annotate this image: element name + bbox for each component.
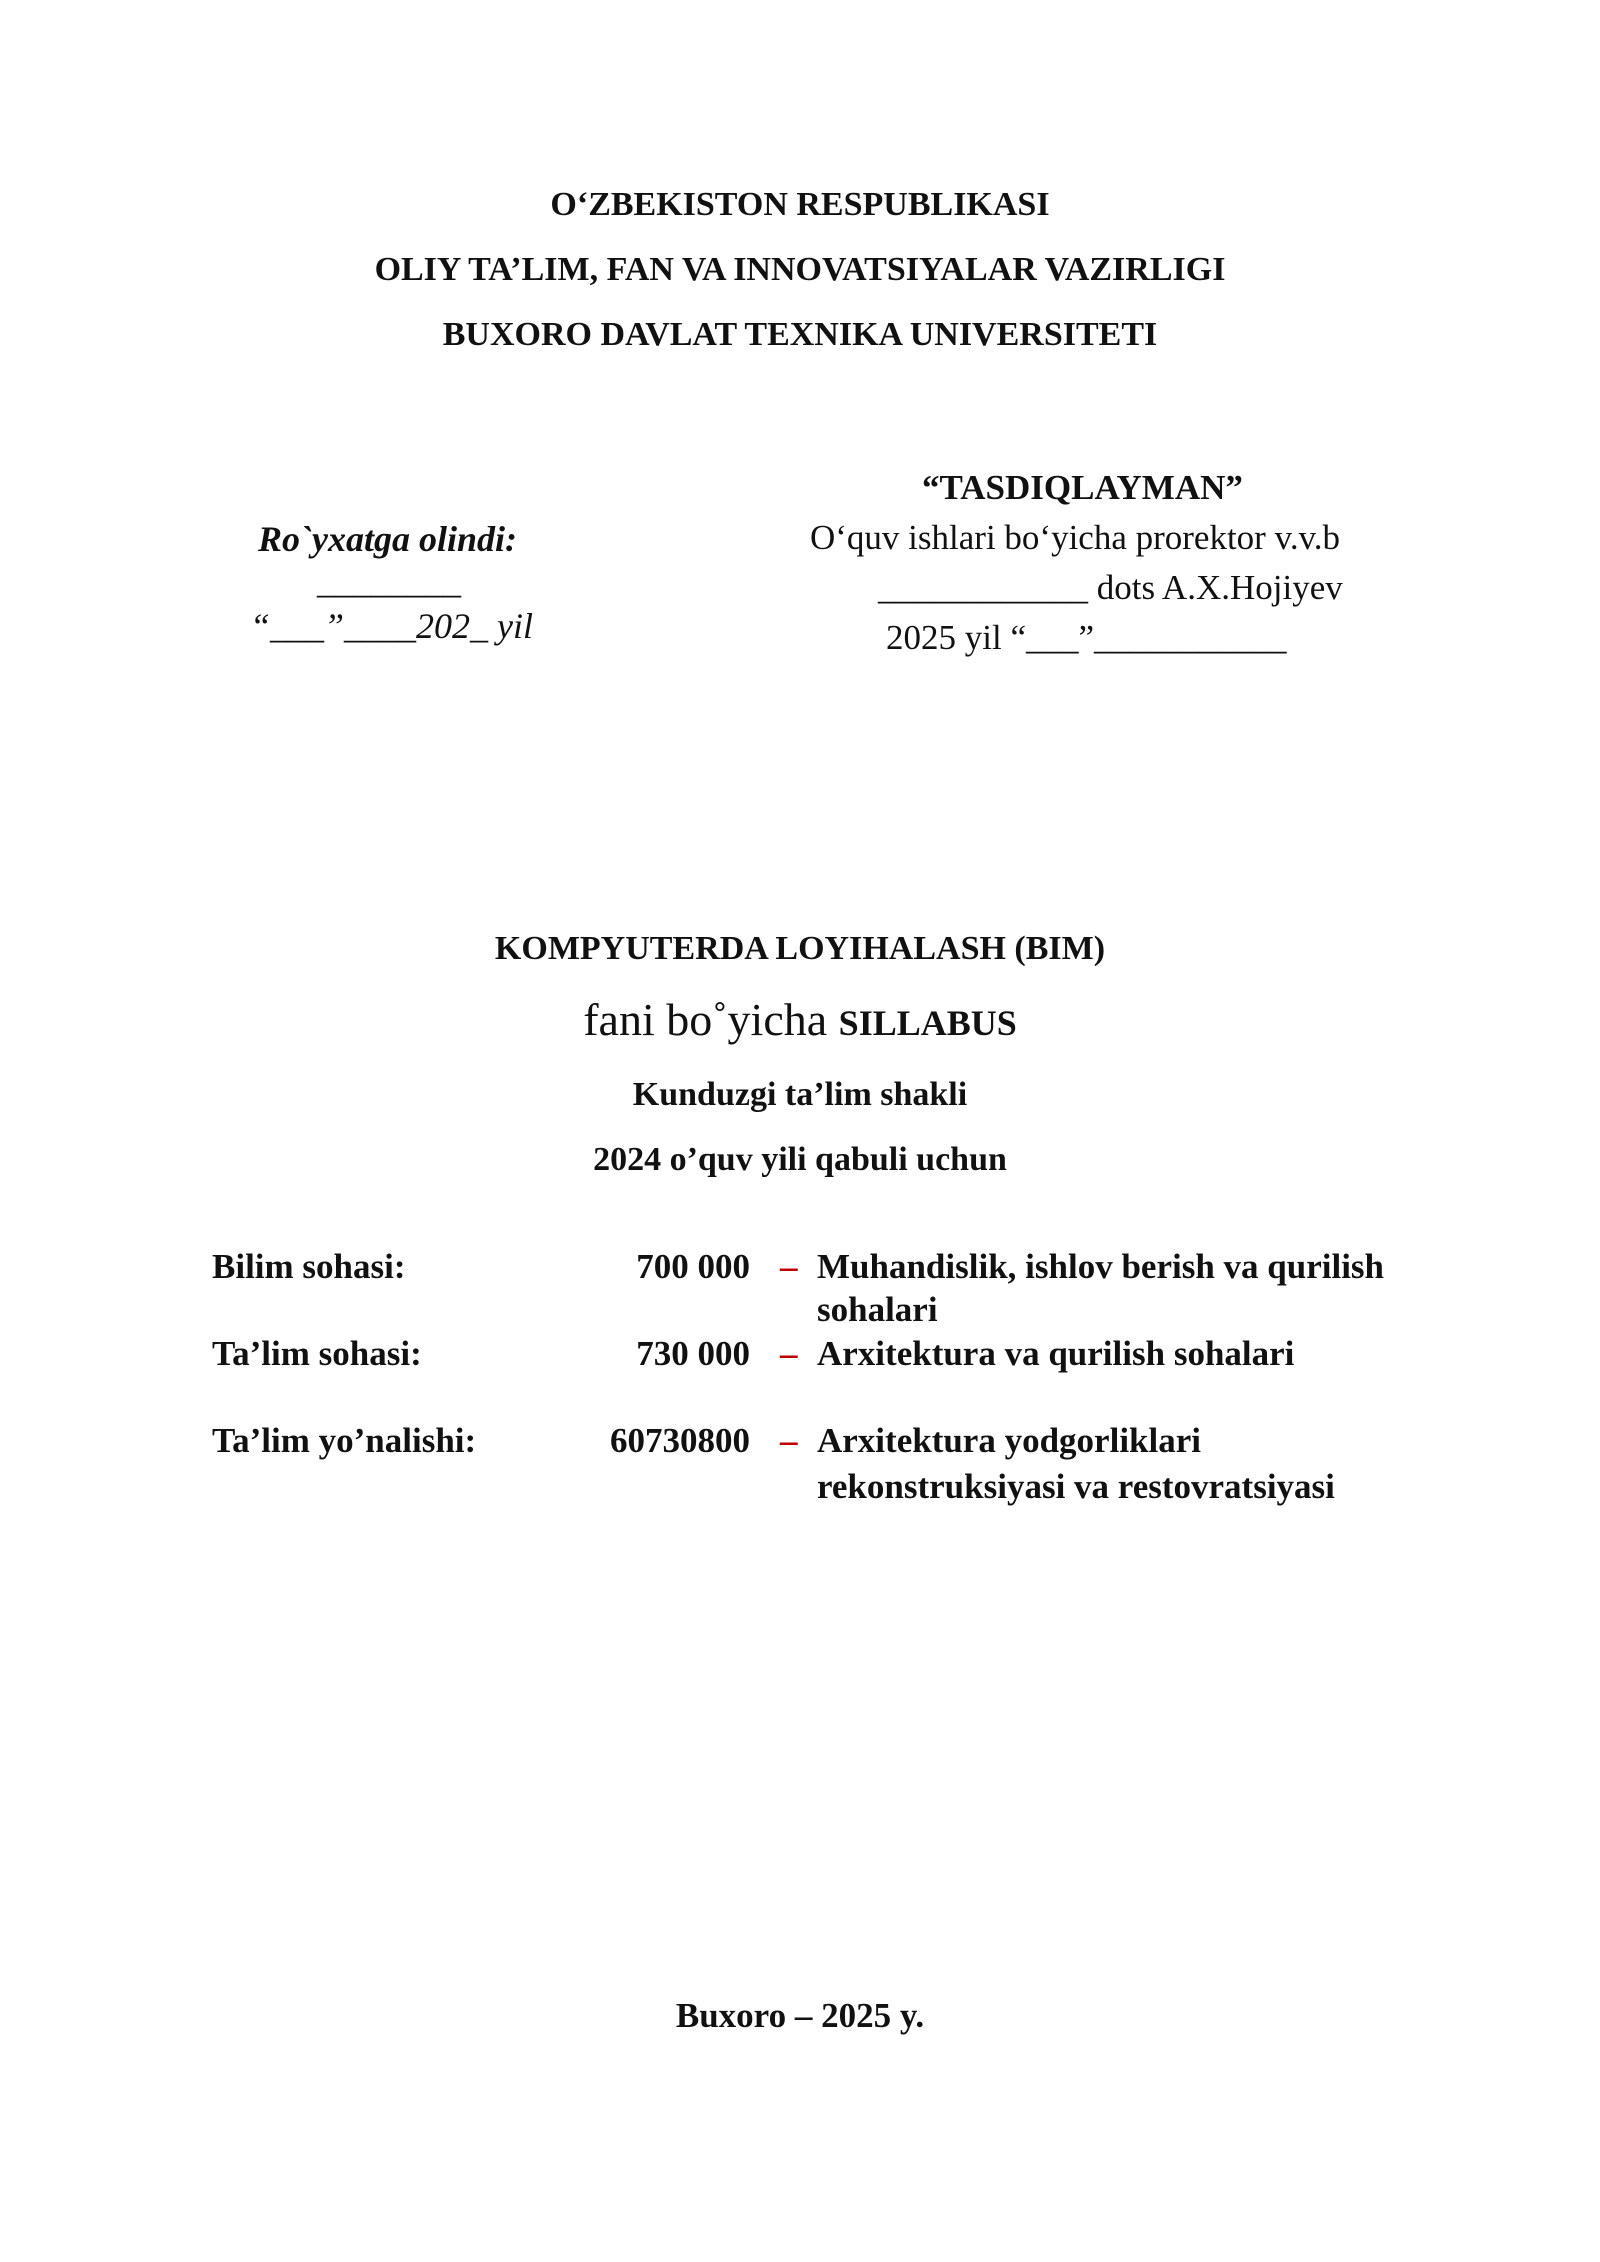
info-dash-yonalish: – xyxy=(780,1421,798,1460)
info-text2-bilim: sohalari xyxy=(817,1290,938,1329)
info-label-bilim: Bilim sohasi: xyxy=(212,1247,406,1286)
info-code-yonalish: 60730800 xyxy=(610,1421,750,1460)
course-year: 2024 o’quv yili qabuli uchun xyxy=(593,1141,1007,1178)
course-form: Kunduzgi ta’lim shakli xyxy=(632,1076,968,1113)
info-dash-talim: – xyxy=(780,1334,798,1373)
info-label-talim: Ta’lim sohasi: xyxy=(212,1334,422,1373)
approval-signature: ____________ dots A.X.Hojiyev xyxy=(878,568,1343,607)
approval-position: O‘quv ishlari bo‘yicha prorektor v.v.b xyxy=(810,518,1341,557)
course-title: KOMPYUTERDA LOYIHALASH (BIM) xyxy=(494,930,1106,967)
info-code-bilim: 700 000 xyxy=(636,1247,750,1286)
course-sillabus: SILLABUS xyxy=(838,1003,1017,1043)
info-text1-yonalish: Arxitektura yodgorliklari xyxy=(817,1421,1201,1460)
registration-label: Ro`yxatga olindi: xyxy=(258,519,517,559)
header-ministry: OLIY TA’LIM, FAN VA INNOVATSIYALAR VAZIRLIGI xyxy=(374,251,1226,288)
info-text1-talim: Arxitektura va qurilish sohalari xyxy=(817,1334,1295,1373)
course-fani: fani bo˚yicha xyxy=(583,994,828,1045)
info-text2-yonalish: rekonstruksiyasi va restovratsiyasi xyxy=(817,1467,1335,1506)
header-university: BUXORO DAVLAT TEXNIKA UNIVERSITETI xyxy=(442,316,1158,353)
approval-title: “TASDIQLAYMAN” xyxy=(922,468,1243,507)
course-fani-line xyxy=(0,993,1600,1046)
header-country: O‘ZBEKISTON RESPUBLIKASI xyxy=(550,186,1050,223)
info-code-talim: 730 000 xyxy=(636,1334,750,1373)
registration-line: ________ xyxy=(317,561,461,601)
info-label-yonalish: Ta’lim yo’nalishi: xyxy=(212,1421,477,1460)
info-dash-bilim: – xyxy=(780,1247,798,1286)
info-text1-bilim: Muhandislik, ishlov berish va qurilish xyxy=(817,1247,1385,1286)
approval-date: 2025 yil “___”___________ xyxy=(886,618,1287,657)
footer-place-year: Buxoro – 2025 y. xyxy=(675,1996,925,2035)
registration-date: “___”____202_ yil xyxy=(250,606,534,646)
